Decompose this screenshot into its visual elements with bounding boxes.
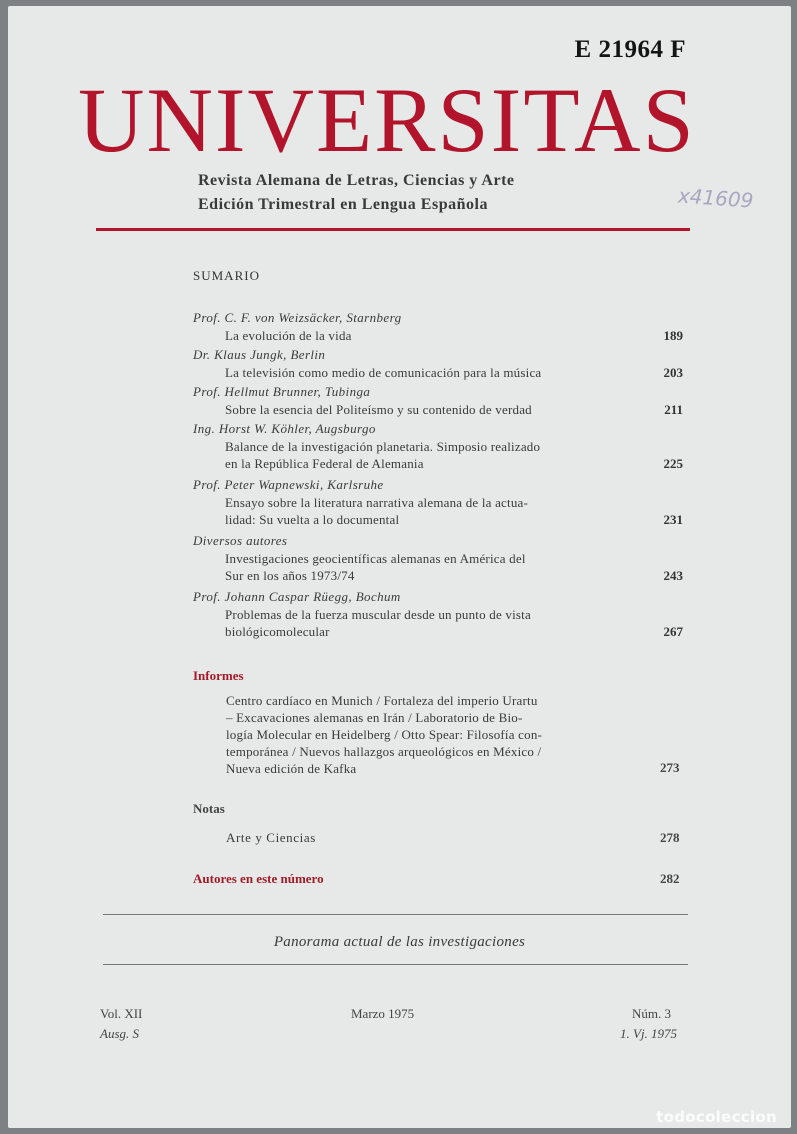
entry-page: 243: [663, 568, 683, 583]
notas-page: 278: [660, 830, 680, 845]
informes-line: logía Molecular en Heidelberg / Otto Spear: Filosofía con-: [226, 727, 543, 742]
entry-author: Prof. Hellmut Brunner, Tubinga: [193, 384, 371, 399]
informes-list: [226, 692, 686, 777]
entry-title-line: Problemas de la fuerza muscular desde un punto de vista: [225, 607, 531, 622]
title-divider: [96, 228, 690, 231]
informes-page: 273: [660, 760, 680, 775]
entry-title: [193, 364, 683, 381]
entry-title: [193, 494, 683, 528]
entry-author: Ing. Horst W. Köhler, Augsburgo: [193, 421, 376, 436]
catalog-code: E 21964 F: [574, 36, 686, 63]
subtitle-line-2: Edición Trimestral en Lengua Española: [198, 196, 488, 213]
contents-entry: [193, 533, 683, 584]
entry-title-line: lidad: Su vuelta a lo documental: [225, 512, 400, 527]
entry-title: [193, 550, 683, 584]
contents-entry: [193, 477, 683, 528]
entry-title-line: Balance de la investigación planetaria. Simposio realizado: [225, 439, 541, 454]
informes-line: temporánea / Nuevos hallazgos arqueológicos en México /: [226, 744, 542, 759]
entry-page: 231: [663, 512, 683, 527]
entry-title-line: La televisión como medio de comunicación para la música: [225, 365, 542, 380]
informes-line: Centro cardíaco en Munich / Fortaleza del imperio Urartu: [226, 693, 538, 708]
entry-author: Prof. Peter Wapnewski, Karlsruhe: [193, 477, 384, 492]
quarter-date: 1. Vj. 1975: [620, 1026, 678, 1041]
panorama-top-rule: [103, 914, 688, 915]
entry-title-line: Ensayo sobre la literatura narrativa alemana de la actua-: [225, 495, 529, 510]
handwritten-note: x41609: [677, 183, 755, 213]
entry-author: Dr. Klaus Jungk, Berlin: [193, 347, 326, 362]
entry-title: [193, 327, 683, 344]
informes-line: – Excavaciones alemanas en Irán / Laboratorio de Bio-: [226, 710, 523, 725]
entry-page: 211: [664, 402, 683, 417]
magazine-cover: [8, 6, 791, 1128]
entry-author: Prof. C. F. von Weizsäcker, Starnberg: [193, 310, 402, 325]
ausgabe-label: Ausg. S: [100, 1026, 139, 1041]
entry-title-line: biológicomolecular: [225, 624, 330, 639]
magazine-title: UNIVERSITAS: [78, 69, 696, 171]
entry-title-line: La evolución de la vida: [225, 328, 352, 343]
informes-heading: Informes: [193, 668, 244, 683]
entry-title: [193, 401, 683, 418]
subtitle-line-1: Revista Alemana de Letras, Ciencias y Arte: [198, 172, 515, 189]
entry-page: 225: [663, 456, 683, 471]
watermark: todocoleccion: [656, 1108, 777, 1126]
contents-entry: [193, 310, 683, 344]
informes-line: Nueva edición de Kafka: [226, 761, 357, 776]
entry-author: Prof. Johann Caspar Rüegg, Bochum: [193, 589, 401, 604]
issue-number: Núm. 3: [632, 1006, 671, 1021]
entry-title-line: Sur en los años 1973/74: [225, 568, 355, 583]
entry-title: [193, 438, 683, 472]
notas-item: Arte y Ciencias: [226, 830, 316, 845]
sumario-heading: SUMARIO: [193, 268, 260, 283]
entry-title-line: Investigaciones geocientíficas alemanas en América del: [225, 551, 526, 566]
entry-title-line: Sobre la esencia del Politeísmo y su contenido de verdad: [225, 402, 532, 417]
entry-title-line: en la República Federal de Alemania: [225, 456, 424, 471]
contents-entry: [193, 347, 683, 381]
volume-label: Vol. XII: [100, 1006, 143, 1021]
panorama-heading: Panorama actual de las investigaciones: [273, 934, 526, 950]
notas-heading: Notas: [193, 801, 225, 816]
entry-author: Diversos autores: [193, 533, 288, 548]
contents-entry: [193, 589, 683, 640]
issue-date: Marzo 1975: [351, 1006, 415, 1021]
panorama-bottom-rule: [103, 964, 688, 965]
entry-page: 189: [663, 328, 683, 343]
entry-page: 203: [663, 365, 683, 380]
contents-entry: [193, 384, 683, 418]
contents-entry: [193, 421, 683, 472]
autores-heading: Autores en este número: [193, 871, 324, 886]
autores-page: 282: [660, 871, 680, 886]
entry-page: 267: [663, 624, 683, 639]
entry-title: [193, 606, 683, 640]
